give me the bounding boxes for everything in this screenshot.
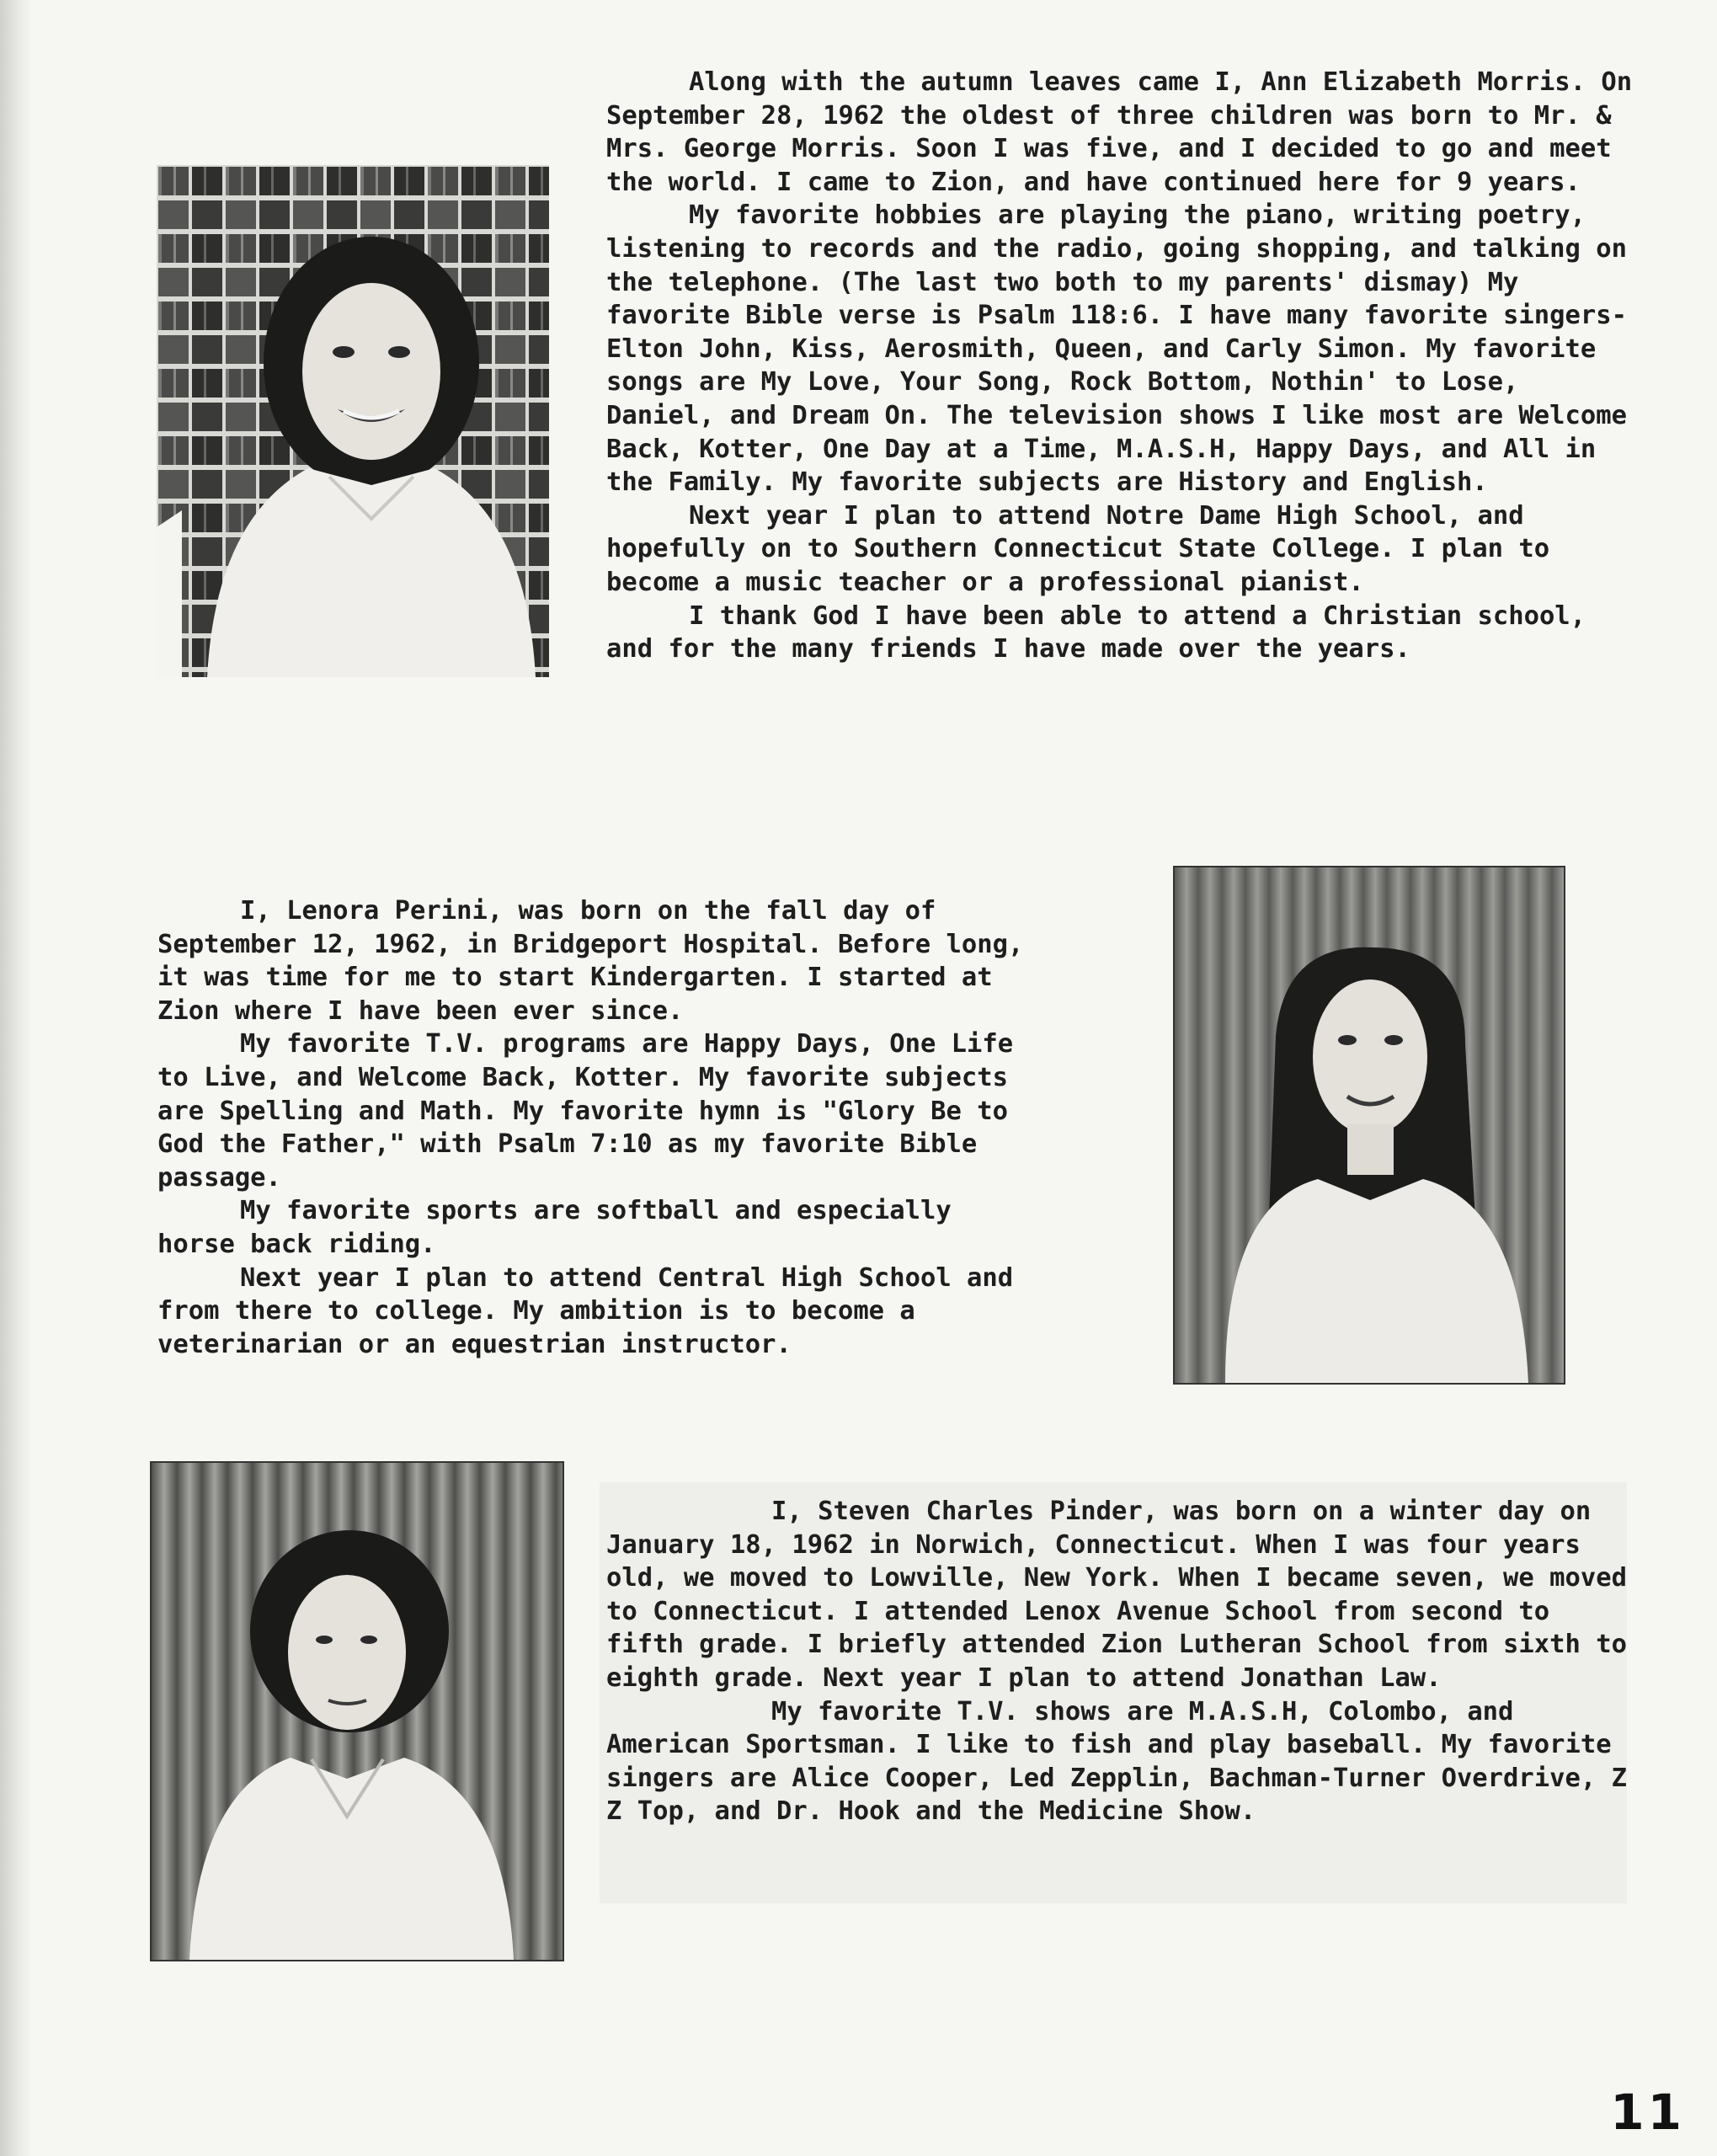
bio-paragraph: Next year I plan to attend Notre Dame High School, and hopefully on to Southern Connecticut State College. I plan to become a music teacher or a professional pianist. xyxy=(606,500,1550,597)
bio-paragraph: I, Steven Charles Pinder, was born on a winter day on January 18, 1962 in Norwich, Connecticut. When I was four years old, we moved to Lowville, New York. When I became seven, we moved to Connecticut. I attended Lenox Avenue School from second to fifth grade. I briefly attended Zion Lutheran School from sixth to eighth grade. Next year I plan to attend Jonathan Law. xyxy=(606,1497,1627,1693)
bio-ann-morris xyxy=(606,66,1642,666)
bio-paragraph: My favorite sports are softball and especially horse back riding. xyxy=(157,1196,952,1259)
bio-paragraph: My favorite hobbies are playing the piano, writing poetry, listening to records and the radio, going shopping, and talking on the telephone. (The last two both to my parents' dismay) My favorite Bible verse is Psalm 118:6. I have many favorite singers-Elton John, Kiss, Aerosmith, Queen, and Carly Simon. My favorite songs are My Love, Your Song, Rock Bottom, Nothin' to Lose, Daniel, and Dream On. The television shows I like most are Welcome Back, Kotter, One Day at a Time, M.A.S.H, Happy Days, and All in the Family. My favorite subjects are History and English. xyxy=(606,200,1627,498)
bio-paragraph: My favorite T.V. programs are Happy Days, One Life to Live, and Welcome Back, Kotter. My favorite subjects are Spelling and Math. My favorite hymn is "Glory Be to God the Father," with Psalm 7:10 as my favorite Bible passage. xyxy=(157,1029,1014,1193)
page-number: 11 xyxy=(1610,2084,1685,2141)
bio-paragraph: Next year I plan to attend Central High School and from there to college. My ambition is to become a veterinarian or an equestrian instructor. xyxy=(157,1262,1014,1359)
portrait-photo-steven xyxy=(150,1461,564,1961)
bio-paragraph: I, Lenora Perini, was born on the fall day of September 12, 1962, in Bridgeport Hospital. Before long, it was time for me to start Kindergarten. I started at Zion where I have been ever since. xyxy=(157,896,1024,1026)
bio-paragraph: My favorite T.V. shows are M.A.S.H, Colombo, and American Sportsman. I like to fish and play baseball. My favorite singers are Alice Cooper, Led Zepplin, Bachman-Turner Overdrive, Z Z Top, and Dr. Hook and the Medicine Show. xyxy=(606,1696,1627,1827)
portrait-photo-lenora xyxy=(1173,866,1565,1385)
bio-paragraph: I thank God I have been able to attend a Christian school, and for the many friends I have made over the years. xyxy=(606,600,1586,664)
bio-paragraph: Along with the autumn leaves came I, Ann Elizabeth Morris. On September 28, 1962 the oldest of three children was born to Mr. & Mrs. George Morris. Soon I was five, and I decided to go and meet the world. I came to Zion, and have continued here for 9 years. xyxy=(606,67,1633,197)
page-binding-edge xyxy=(0,0,32,2156)
bio-steven-pinder xyxy=(606,1495,1629,1828)
bio-lenora-perini xyxy=(157,894,1042,1361)
portrait-photo-ann xyxy=(157,165,549,677)
